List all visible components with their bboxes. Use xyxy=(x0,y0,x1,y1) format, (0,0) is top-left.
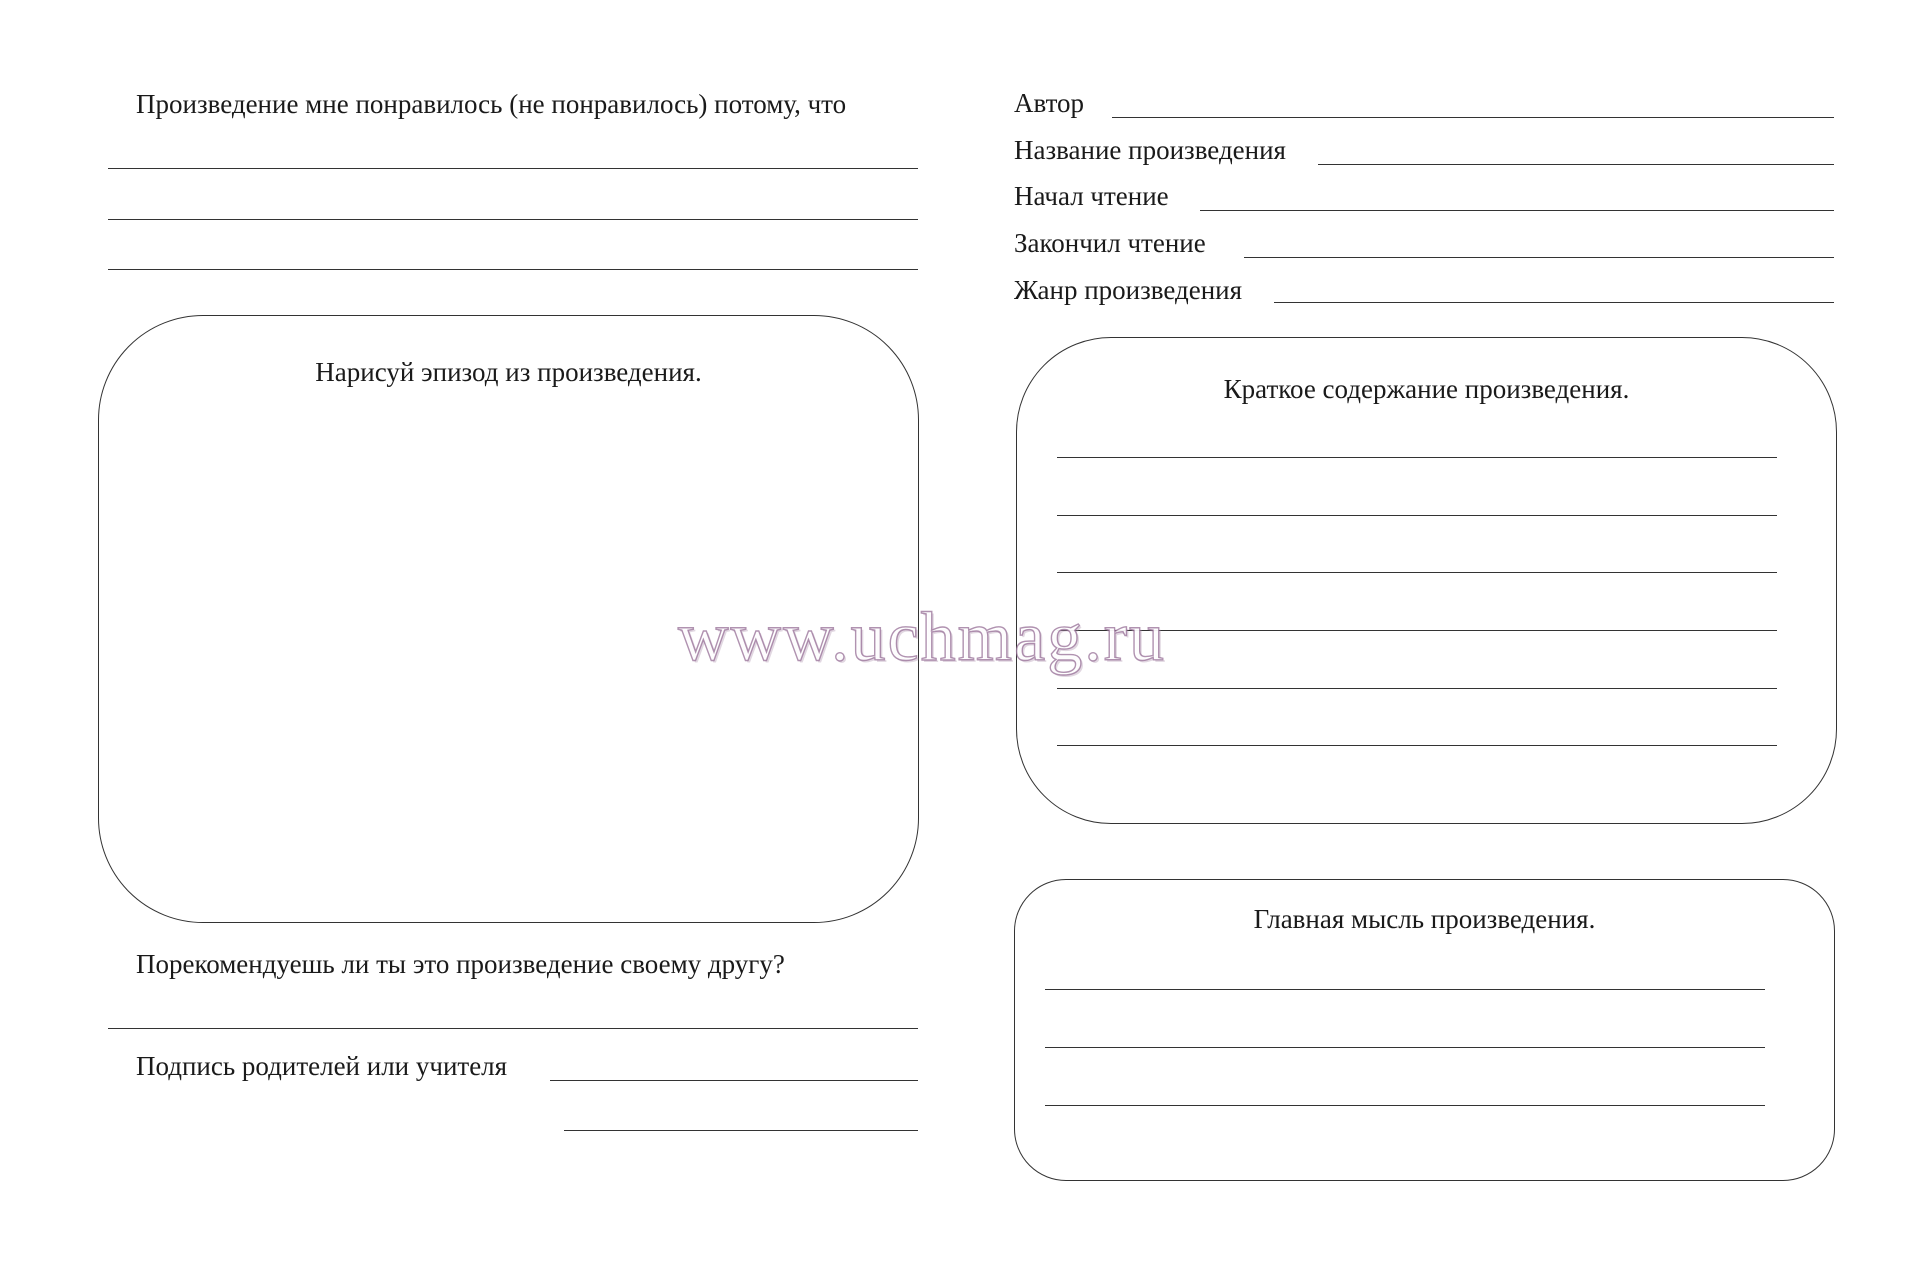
summary-box-title: Краткое содержание произведения. xyxy=(1223,374,1630,404)
liked-answer-line-2[interactable] xyxy=(108,219,918,220)
field-label-title: Название произведения xyxy=(1014,135,1286,165)
main-idea-line-3[interactable] xyxy=(1045,1105,1765,1106)
main-idea-box xyxy=(1014,879,1835,1181)
signature-line-2[interactable] xyxy=(564,1130,918,1131)
main-idea-box-title: Главная мысль произведения. xyxy=(1253,904,1596,934)
field-label-genre: Жанр произведения xyxy=(1014,275,1243,305)
summary-line-4[interactable] xyxy=(1057,630,1777,631)
summary-line-1[interactable] xyxy=(1057,457,1777,458)
summary-box xyxy=(1016,337,1837,824)
field-label-start-date: Начал чтение xyxy=(1014,181,1169,211)
field-line-author[interactable] xyxy=(1112,117,1834,118)
recommend-prompt: Порекомендуешь ли ты это произведение своему другу? xyxy=(136,949,785,979)
liked-answer-line-1[interactable] xyxy=(108,168,918,169)
field-line-start-date[interactable] xyxy=(1200,210,1834,211)
liked-answer-line-3[interactable] xyxy=(108,269,918,270)
signature-label: Подпись родителей или учителя xyxy=(136,1051,508,1081)
recommend-answer-line[interactable] xyxy=(108,1028,918,1029)
main-idea-line-2[interactable] xyxy=(1045,1047,1765,1048)
drawing-box[interactable] xyxy=(98,315,919,923)
summary-line-2[interactable] xyxy=(1057,515,1777,516)
summary-line-6[interactable] xyxy=(1057,745,1777,746)
field-label-end-date: Закончил чтение xyxy=(1014,228,1206,258)
field-label-author: Автор xyxy=(1014,88,1085,118)
main-idea-line-1[interactable] xyxy=(1045,989,1765,990)
summary-line-5[interactable] xyxy=(1057,688,1777,689)
field-line-end-date[interactable] xyxy=(1244,257,1834,258)
watermark-text: www.uchmag.ru xyxy=(678,599,1167,676)
liked-prompt: Произведение мне понравилось (не понравилось) потому, что xyxy=(136,89,847,119)
field-line-title[interactable] xyxy=(1318,164,1834,165)
field-line-genre[interactable] xyxy=(1274,302,1834,303)
signature-line-1[interactable] xyxy=(550,1080,918,1081)
drawing-box-title: Нарисуй эпизод из произведения. xyxy=(315,357,702,387)
summary-line-3[interactable] xyxy=(1057,572,1777,573)
